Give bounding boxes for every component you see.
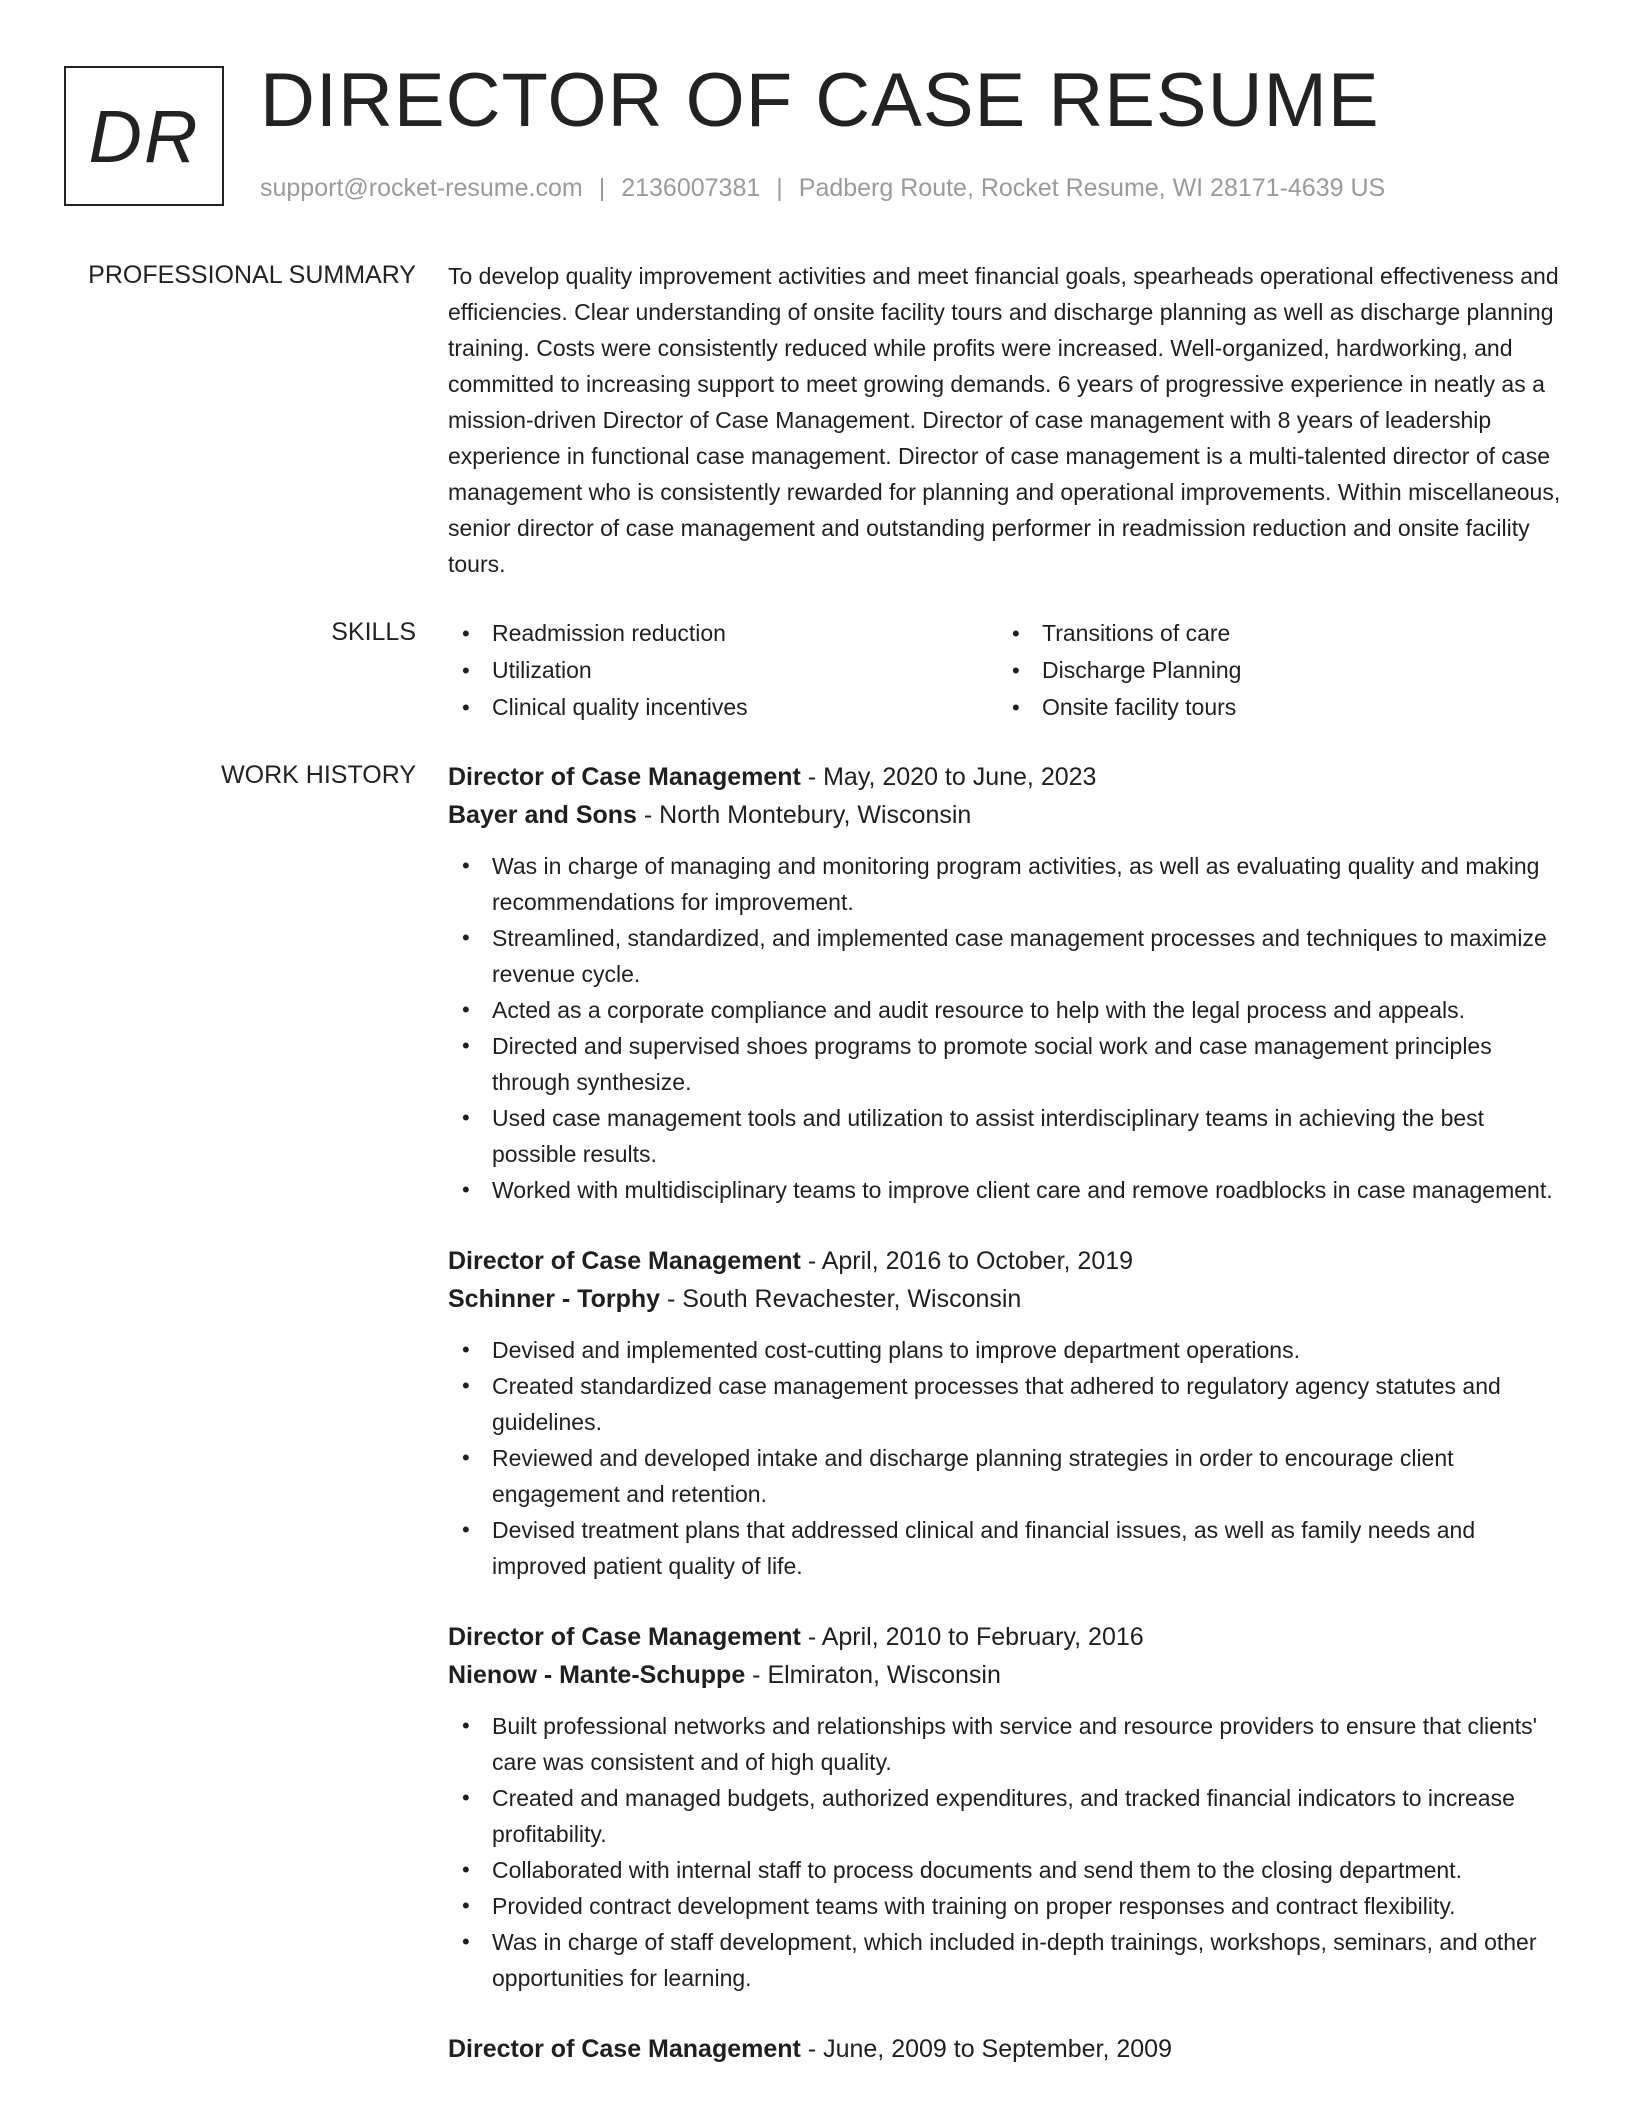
job-bullet: • Acted as a corporate compliance and audit resource to help with the legal process and appeals. <box>448 992 1570 1028</box>
skill-item: • Utilization <box>448 652 998 689</box>
job-location: - North Montebury, Wisconsin <box>636 801 972 829</box>
job-dates: - May, 2020 to June, 2023 <box>800 763 1097 791</box>
job-company: Nienow - Mante-Schuppe <box>448 1661 746 1689</box>
job-bullet: • Created standardized case management processes that adhered to regulatory agency statutes and guidelines. <box>448 1368 1570 1440</box>
job-title-line <box>448 1242 1570 1280</box>
contact-line <box>260 174 1385 203</box>
job-bullet: • Provided contract development teams with training on proper responses and contract flexibility. <box>448 1888 1570 1924</box>
contact-email[interactable]: support@rocket-resume.com <box>260 174 583 202</box>
skills-body <box>448 615 1570 726</box>
job-company-line <box>448 796 1570 834</box>
job-entry <box>448 2030 1570 2068</box>
job-title-line <box>448 1618 1570 1656</box>
skill-item: • Clinical quality incentives <box>448 689 998 726</box>
contact-address: Padberg Route, Rocket Resume, WI 28171-4639 US <box>798 174 1386 202</box>
section-label-skills: SKILLS <box>331 618 416 646</box>
job-entry <box>448 758 1570 1208</box>
job-title: Director of Case Management <box>448 763 801 791</box>
monogram-logo: DR <box>64 66 224 206</box>
job-dates: - April, 2016 to October, 2019 <box>800 1247 1134 1275</box>
job-bullet: • Used case management tools and utilization to assist interdisciplinary teams in achieving the best possible results. <box>448 1100 1570 1172</box>
summary-text: To develop quality improvement activities and meet financial goals, spearheads operational effectiveness and efficiencies. Clear understanding of onsite facility tours and discharge planning as well as discharge planning training. Costs were consistently reduced while profits were increased. Well-organized, hardworking, and committed to increasing support to meet growing demands. 6 years of progressive experience in neatly as a mission-driven Director of Case Management. Director of case management with 8 years of leadership experience in functional case management. Director of case management is a multi-talented director of case management who is consistently rewarded for planning and operational improvements. Within miscellaneous, senior director of case management and outstanding performer in readmission reduction and onsite facility tours. <box>448 263 1561 577</box>
job-location: - Elmiraton, Wisconsin <box>745 1661 1001 1689</box>
job-bullet: • Built professional networks and relationships with service and resource providers to ensure that clients' care was consistent and of high quality. <box>448 1708 1570 1780</box>
job-bullets <box>448 848 1570 1208</box>
job-title-line <box>448 758 1570 796</box>
section-label-summary: PROFESSIONAL SUMMARY <box>88 261 416 289</box>
job-bullet: • Directed and supervised shoes programs to promote social work and case management principles through synthesize. <box>448 1028 1570 1100</box>
section-label-work-history: WORK HISTORY <box>221 761 416 789</box>
job-location: - South Revachester, Wisconsin <box>660 1285 1022 1313</box>
job-company: Bayer and Sons <box>448 801 637 829</box>
job-bullet: • Was in charge of managing and monitoring program activities, as well as evaluating quality and making recommendations for improvement. <box>448 848 1570 920</box>
skill-item: • Transitions of care <box>998 615 1548 652</box>
skill-item: • Readmission reduction <box>448 615 998 652</box>
job-bullet: • Devised treatment plans that addressed clinical and financial issues, as well as family needs and improved patient quality of life. <box>448 1512 1570 1584</box>
job-company-line <box>448 1280 1570 1318</box>
work-history-body <box>448 758 1570 2102</box>
job-title: Director of Case Management <box>448 2035 801 2063</box>
job-title-line <box>448 2030 1570 2068</box>
contact-separator: | <box>598 174 606 202</box>
job-dates: - June, 2009 to September, 2009 <box>800 2035 1172 2063</box>
skill-item: • Discharge Planning <box>998 652 1548 689</box>
job-bullet: • Worked with multidisciplinary teams to improve client care and remove roadblocks in case management. <box>448 1172 1570 1208</box>
job-bullet: • Was in charge of staff development, which included in-depth trainings, workshops, seminars, and other opportunities for learning. <box>448 1924 1570 1996</box>
job-entry <box>448 1242 1570 1584</box>
job-title: Director of Case Management <box>448 1247 801 1275</box>
job-entry <box>448 1618 1570 1996</box>
job-company-line <box>448 1656 1570 1694</box>
resume-title: DIRECTOR OF CASE RESUME <box>260 58 1380 143</box>
summary-body <box>448 258 1570 582</box>
skills-list <box>448 615 1570 726</box>
job-bullets <box>448 1332 1570 1584</box>
job-bullet: • Created and managed budgets, authorized expenditures, and tracked financial indicators to increase profitability. <box>448 1780 1570 1852</box>
job-bullet: • Reviewed and developed intake and discharge planning strategies in order to encourage client engagement and retention. <box>448 1440 1570 1512</box>
job-dates: - April, 2010 to February, 2016 <box>800 1623 1144 1651</box>
contact-phone[interactable]: 2136007381 <box>621 174 761 202</box>
skill-item: • Onsite facility tours <box>998 689 1548 726</box>
job-bullets <box>448 1708 1570 1996</box>
job-title: Director of Case Management <box>448 1623 801 1651</box>
job-company: Schinner - Torphy <box>448 1285 661 1313</box>
job-bullet: • Streamlined, standardized, and implemented case management processes and techniques to maximize revenue cycle. <box>448 920 1570 992</box>
contact-separator: | <box>776 174 783 202</box>
job-bullet: • Devised and implemented cost-cutting plans to improve department operations. <box>448 1332 1570 1368</box>
job-bullet: • Collaborated with internal staff to process documents and send them to the closing department. <box>448 1852 1570 1888</box>
